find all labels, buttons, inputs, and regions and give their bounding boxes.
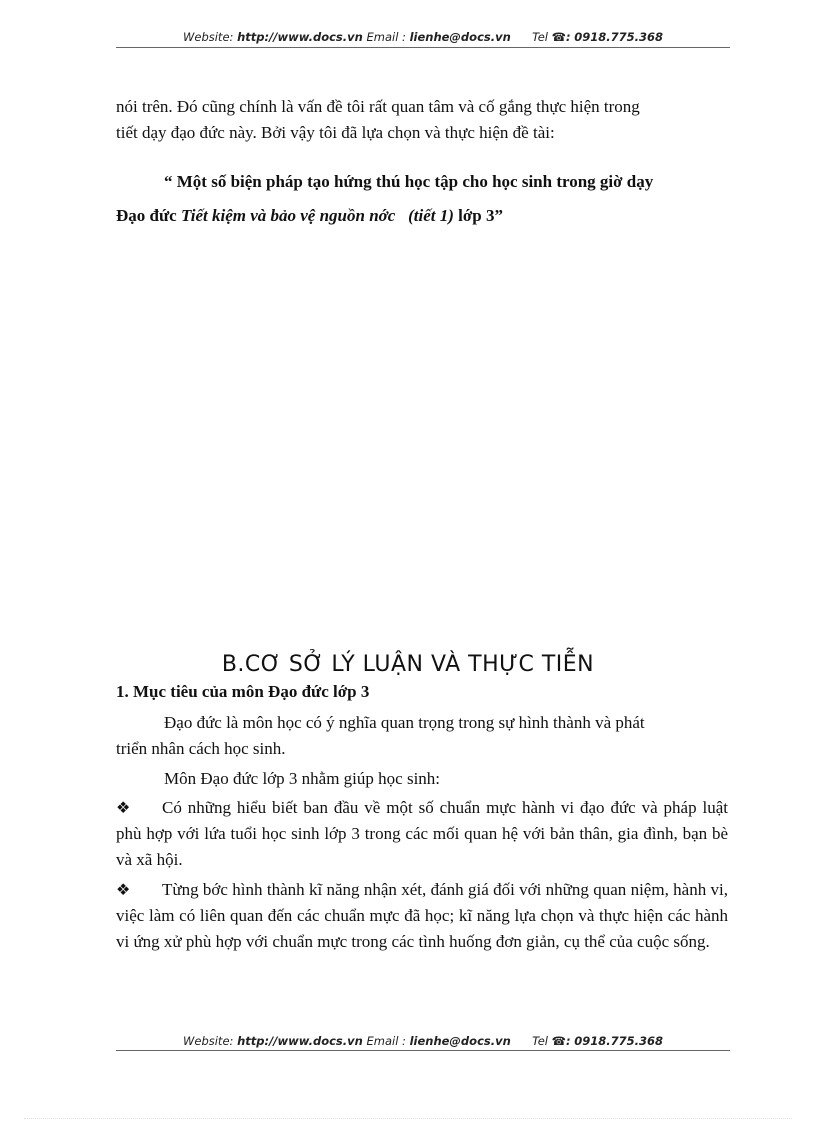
bullet-item-1	[116, 795, 728, 873]
para2-text: Môn Đạo đức lớp 3 nhằm giúp học sinh:	[164, 769, 441, 788]
section-heading: B.CƠ SỞ LÝ LUẬN VÀ THỰC TIỄN	[221, 652, 595, 677]
website-link[interactable]: http://www.docs.vn	[237, 30, 363, 44]
topic-prefix: Đạo đức	[116, 206, 177, 225]
topic-line-1: Một số biện pháp tạo hứng thú học tập cho học sinh trong giờ dạy	[176, 172, 654, 191]
tel-label: Tel	[532, 30, 548, 44]
footer-website-link[interactable]: http://www.docs.vn	[237, 1034, 363, 1048]
website-label: Website:	[183, 30, 234, 44]
para1-line-1: Đạo đức là môn học có ý nghĩa quan trọng trong sự hình thành và phát	[164, 713, 645, 732]
body-paragraph-2	[116, 766, 728, 792]
topic-grade: lớp 3	[458, 206, 495, 225]
phone-icon: ☎:	[551, 30, 571, 44]
close-quote: ”	[494, 206, 503, 225]
intro-line-2: tiết dạy đạo đức này. Bởi vậy tôi đã lựa chọn và thực hiện đề tài:	[116, 123, 555, 142]
para1-line-2: triển nhân cách học sinh.	[116, 739, 286, 758]
diamond-bullet-icon: ❖	[116, 880, 131, 899]
tel-value: 0918.775.368	[574, 30, 663, 44]
footer-email-link[interactable]: lienhe@docs.vn	[409, 1034, 511, 1048]
page-footer	[116, 1034, 730, 1048]
page-header	[116, 30, 730, 44]
footer-divider	[116, 1050, 730, 1051]
phone-icon: ☎:	[551, 1034, 571, 1048]
bullet-1-text: Có những hiểu biết ban đầu về một số chuẩn mực hành vi đạo đức và pháp luật phù hợp với lứa tuổi học sinh lớp 3 trong các mối quan hệ với bản thân, gia đình, bạn bè và xã hội.	[116, 798, 728, 869]
email-label: Email :	[366, 30, 406, 44]
intro-paragraph	[116, 94, 728, 146]
footer-tel-label: Tel	[532, 1034, 548, 1048]
section-subheading: 1. Mục tiêu của môn Đạo đức lớp 3	[116, 682, 370, 701]
email-link[interactable]: lienhe@docs.vn	[409, 30, 511, 44]
topic-lesson: (tiết 1)	[408, 206, 454, 225]
page-bottom-dotted-line	[24, 1118, 792, 1119]
footer-website-label: Website:	[183, 1034, 234, 1048]
topic-italic-title: Tiết kiệm và bảo vệ nguồn nớc	[180, 206, 396, 225]
footer-tel-value: 0918.775.368	[574, 1034, 663, 1048]
bullet-2-text: Từng bớc hình thành kĩ năng nhận xét, đánh giá đối với những quan niệm, hành vi, việc làm có liên quan đến các chuẩn mực đã học; kĩ năng lựa chọn và thực hiện các hành vi ứng xử phù hợp với chuẩn mực trong các tình huống đơn giản, cụ thể của cuộc sống.	[116, 880, 728, 951]
header-divider	[116, 47, 730, 48]
bullet-item-2	[116, 877, 728, 955]
body-paragraph-1	[116, 710, 728, 762]
open-quote: “	[164, 172, 173, 191]
intro-line-1: nói trên. Đó cũng chính là vấn đề tôi rất quan tâm và cố gắng thực hiện trong	[116, 97, 640, 116]
footer-email-label: Email :	[366, 1034, 406, 1048]
diamond-bullet-icon: ❖	[116, 798, 131, 817]
topic-title	[116, 165, 728, 233]
